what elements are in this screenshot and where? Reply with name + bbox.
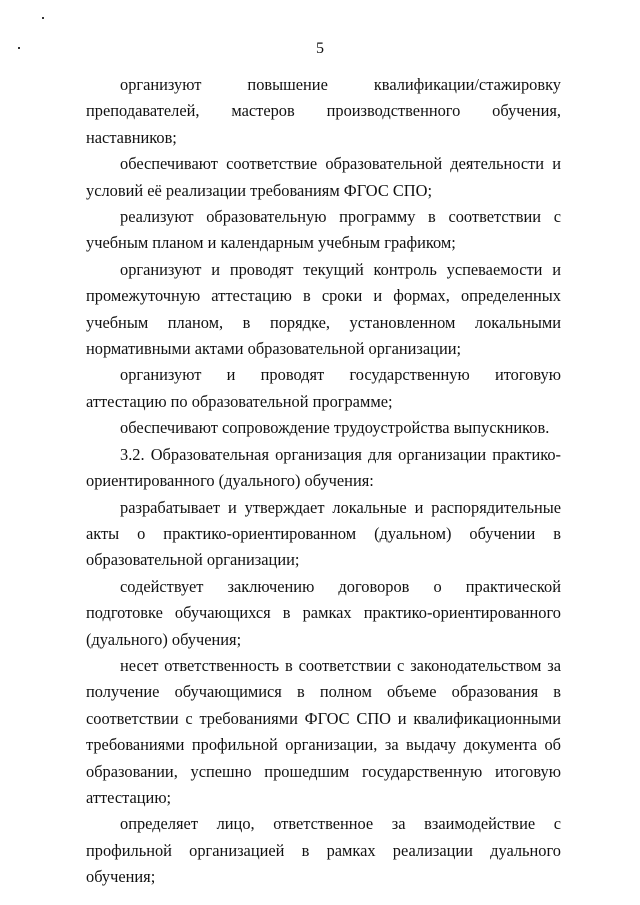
scan-speck — [42, 17, 44, 19]
document-body — [86, 72, 561, 891]
paragraph: несет ответственность в соответствии с законодательством за получение обучающимися в полном объеме образования в соответствии с требованиями ФГОС СПО и квалификационными требованиями профильной организации, за выдачу документа об образовании, успешно прошедшим государственную итоговую аттестацию; — [86, 655, 561, 807]
paragraph: реализуют образовательную программу в соответствии с учебным планом и календарным учебным графиком; — [86, 207, 561, 253]
page-number: 5 — [316, 40, 324, 57]
paragraph: организуют и проводят государственную итоговую аттестацию по образовательной программе; — [86, 365, 561, 411]
section-heading-paragraph: 3.2. Образовательная организация для организации практико-ориентированного (дуального) обучения: — [86, 444, 561, 491]
paragraph: организуют и проводят текущий контроль успеваемости и промежуточную аттестацию в сроки и формах, определенных учебным планом, в порядке, установленном локальными нормативными актами образовательной организации; — [86, 259, 561, 359]
paragraph: определяет лицо, ответственное за взаимодействие с профильной организацией в рамках реализации дуального обучения; — [86, 814, 561, 887]
paragraph-continuation: преподавателей, мастеров производственного обучения, наставников; — [86, 101, 561, 147]
paragraph: обеспечивают соответствие образовательной деятельности и условий её реализации требованиям ФГОС СПО; — [86, 154, 561, 200]
paragraph-first-line: организуют повышение квалификации/стажировку — [120, 75, 561, 94]
paragraph: разрабатывает и утверждает локальные и распорядительные акты о практико-ориентированном (дуальном) обучении в образовательной организации; — [86, 497, 561, 570]
paragraph: содействует заключению договоров о практической подготовке обучающихся в рамках практико-ориентированного (дуального) обучения; — [86, 576, 561, 649]
paragraph: обеспечивают сопровождение трудоустройства выпускников. — [120, 418, 550, 438]
